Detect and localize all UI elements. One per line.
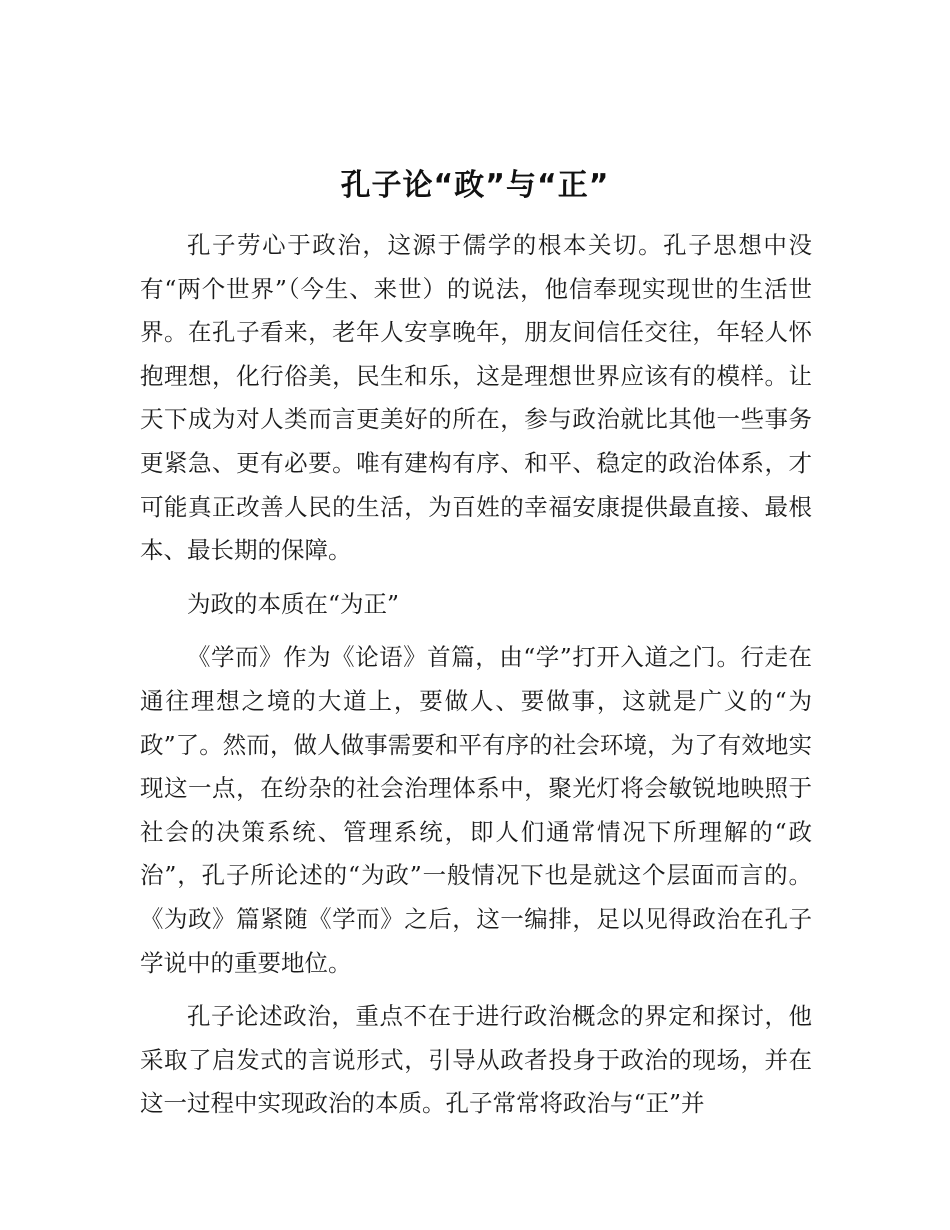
paragraph-xue-er: 《学而》作为《论语》首篇，由“学”打开入道之门。行走在通往理想之境的大道上，要做人、要做事，这就是广义的“为政”了。然而，做人做事需要和平有序的社会环境，为了有效地实现这一点，在纷杂的社会治理体系中，聚光灯将会敏锐地映照于社会的决策系统、管理系统，即人们通常情况下所理解的“政治”，孔子所论述的“为政”一般情况下也是就这个层面而言的。《为政》篇紧随《学而》之后，这一编排，足以见得政治在孔子学说中的重要地位。 bbox=[140, 643, 812, 977]
paragraph-intro: 孔子劳心于政治，这源于儒学的根本关切。孔子思想中没有“两个世界”（今生、来世）的说法，他信奉现实现世的生活世界。在孔子看来，老年人安享晚年，朋友间信任交往，年轻人怀抱理想，化行俗美，民生和乐，这是理想世界应该有的模样。让天下成为对人类而言更美好的所在，参与政治就比其他一些事务更紧急、更有必要。唯有建构有序、和平、稳定的政治体系，才可能真正改善人民的生活，为百姓的幸福安康提供最直接、最根本、最长期的保障。 bbox=[140, 231, 812, 565]
document-title: 孔子论“政”与“正” bbox=[340, 168, 610, 203]
document-body bbox=[140, 224, 812, 1126]
section-heading: 为政的本质在“为正” bbox=[187, 589, 400, 618]
paragraph-politics: 孔子论述政治，重点不在于进行政治概念的界定和探讨，他采取了启发式的言说形式，引导从政者投身于政治的现场，并在这一过程中实现政治的本质。孔子常常将政治与“正”并 bbox=[140, 1002, 812, 1118]
